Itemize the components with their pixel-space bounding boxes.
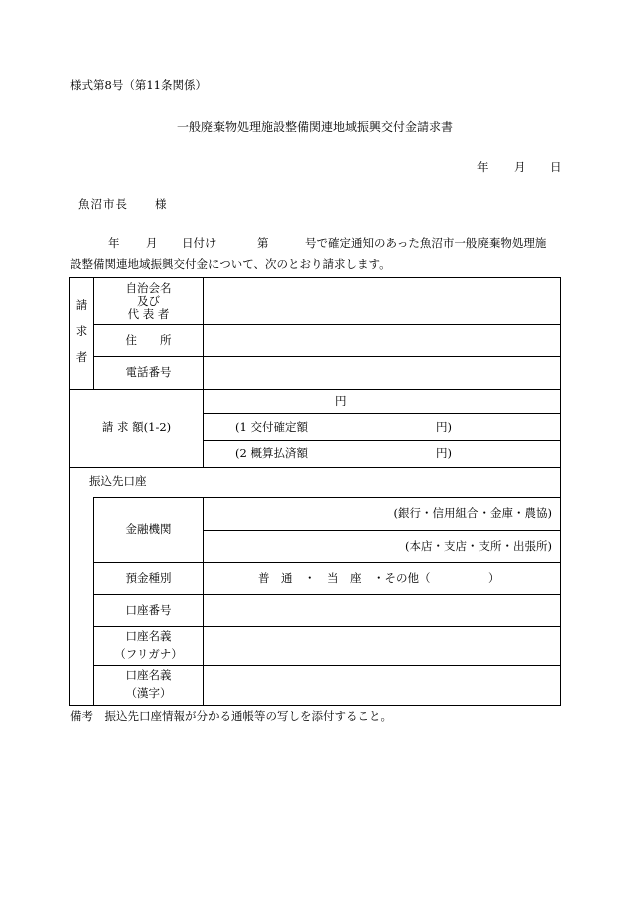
amount-label: 請 求 額(1-2) <box>101 420 172 434</box>
table-right-border <box>560 277 561 706</box>
row-line <box>93 497 561 498</box>
name-label: 代 表 者 <box>127 307 170 321</box>
bank-label: 金融機関 <box>125 522 172 536</box>
date-year: 年 <box>477 160 489 174</box>
phone-input-cell[interactable] <box>204 357 560 389</box>
account-number-input-cell[interactable] <box>204 595 560 626</box>
confirmed-amount-yen: 円) <box>436 420 452 434</box>
row-line <box>93 562 561 563</box>
deposit-options[interactable]: 普 通 ・ 当 座 ・その他（ ） <box>258 571 500 585</box>
body-dai: 第 <box>257 236 269 250</box>
body-dated: 日付け <box>182 236 217 250</box>
addressee-name: 魚沼市長 <box>78 197 128 211</box>
holder-kana-input-cell[interactable] <box>204 627 560 665</box>
requester-label-char: 求 <box>75 324 88 338</box>
advance-amount-label: (2 概算払済額 <box>235 446 308 460</box>
row-line <box>203 530 561 531</box>
name-input-cell[interactable] <box>204 278 560 324</box>
advance-amount-yen: 円) <box>436 446 452 460</box>
note: 備考 振込先口座情報が分かる通帳等の写しを添付すること。 <box>70 709 392 723</box>
addressee-honorific: 様 <box>155 197 167 211</box>
holder-kana-label: 口座名義 <box>125 629 172 643</box>
form-id: 様式第8号（第11条関係） <box>70 78 207 92</box>
branch-types: (本店・支店・支所・出張所) <box>405 539 552 553</box>
holder-kanji-input-cell[interactable] <box>204 666 560 705</box>
holder-kanji-label: （漢字） <box>125 686 172 700</box>
deposit-label: 預金種別 <box>125 571 172 585</box>
account-header: 振込先口座 <box>89 474 147 488</box>
row-line <box>69 467 561 468</box>
holder-kana-label: （フリガナ） <box>114 647 183 661</box>
requester-label-char: 請 <box>75 298 88 312</box>
bank-types: (銀行・信用組合・金庫・農協) <box>393 506 552 520</box>
row-line <box>203 413 561 414</box>
date-month: 月 <box>514 160 526 174</box>
page-title: 一般廃棄物処理施設整備関連地域振興交付金請求書 <box>176 120 453 134</box>
body-month: 月 <box>146 236 158 250</box>
name-label: 自治会名 <box>125 281 172 295</box>
table-left-border <box>69 277 70 706</box>
name-label: 及び <box>137 294 160 308</box>
body-year: 年 <box>108 236 120 250</box>
amount-yen: 円 <box>335 394 347 408</box>
account-number-label: 口座番号 <box>125 603 172 617</box>
body-line2: 設整備関連地域振興交付金について、次のとおり請求します。 <box>70 257 391 271</box>
table-bottom-border <box>69 705 561 706</box>
address-label: 住 所 <box>125 333 172 347</box>
confirmed-amount-label: (1 交付確定額 <box>235 420 308 434</box>
phone-label: 電話番号 <box>125 365 172 379</box>
holder-kanji-label: 口座名義 <box>125 668 172 682</box>
date-day: 日 <box>550 160 562 174</box>
row-line <box>69 389 561 390</box>
address-input-cell[interactable] <box>204 325 560 356</box>
amount-divider <box>203 389 204 467</box>
requester-label-char: 者 <box>75 350 88 364</box>
row-line <box>203 440 561 441</box>
body-line1-rest: 号で確定通知のあった魚沼市一般廃棄物処理施 <box>305 236 547 250</box>
